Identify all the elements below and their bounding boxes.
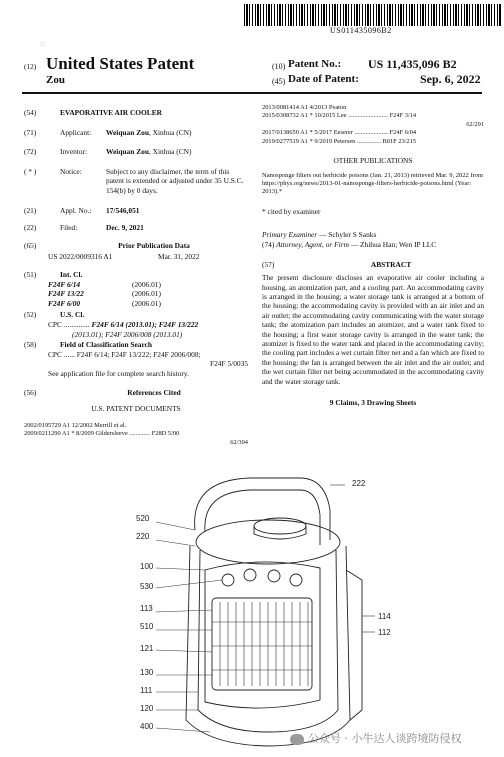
reference-entry: 2009/0211290 A1 * 8/2009 Gildersleeve ............. F28D 5/00 [24, 430, 180, 438]
refs-left [24, 422, 248, 448]
int-cl-version: (2006.01) [132, 289, 161, 299]
cpc-block: CPC .............. F24F 6/14 (2013.01); F24F 13/222 (2013.01); F24F 2006/008 (2013.01) [48, 319, 199, 339]
figure-label: 220 [136, 532, 150, 541]
figure-label: 111 [140, 686, 153, 695]
us-docs-heading: U.S. PATENT DOCUMENTS [91, 404, 181, 414]
figure-label: 400 [140, 722, 154, 731]
reference-entry: 62/291 [466, 120, 484, 128]
figure-label: 510 [140, 622, 154, 631]
patent-no: US 11,435,096 B2 [368, 57, 457, 71]
abstract-text: The present disclosure discloses an evaporative air cooler including a housing, an atomization part, and a cooling part. An accommodating cavity is arranged in the housing; a water storage tank is arranged at a bottom of the housing; the accommodating cavity is provided with an air inlet and an air outlet; the accommodating cavity communicating with the water storage tank; the atomization part includes an atomizer, and a water tank fixed to the housing; a first water storage cavity is arranged in the water tank; the atomizer is fixed to the water tank and placed in the accommodating cavity; the cooling part includes a wet curtain filter net and a fan which are fixed to the housing; the fan is arranged between the air inlet and the air outlet; and the wet curtain filter net being accommodated in the accommodating cavity and the water storage tank. [262, 273, 484, 386]
int-cl-row [48, 299, 248, 309]
cited-by-examiner: * cited by examiner [262, 206, 321, 216]
other-pub-heading: OTHER PUBLICATIONS [333, 156, 413, 166]
doc-title: United States Patent [46, 54, 195, 73]
footer-watermark: 公众号 · 小牛达人谈跨境防侵权 [290, 730, 462, 746]
int-cl-version: (2006.01) [132, 298, 161, 308]
field-57: (57) ABSTRACT [262, 259, 412, 269]
reference-entry: 2015/0308732 A1 * 10/2015 Lee ......................... F24F 3/14 [262, 112, 417, 120]
field-22: (22) Filed: Dec. 9, 2021 [24, 223, 144, 233]
inventor-surname: Zou [46, 74, 65, 86]
date-label: Date of Patent: [288, 73, 359, 85]
reference-entry: 2019/0277519 A1 * 9/2019 Petersen ............... B01F 23/215 [262, 137, 417, 145]
right-column [262, 104, 484, 408]
figure-label: 120 [140, 704, 154, 713]
kind-code-45: (45) [272, 77, 286, 86]
field-52: (52) U.S. Cl. [24, 310, 85, 320]
figure-label: 222 [352, 479, 366, 488]
patent-date: Sep. 6, 2022 [420, 72, 481, 86]
barcode [244, 4, 502, 26]
prior-pub: US 2022/0009316 A1 Mar. 31, 2022 [48, 252, 200, 262]
field-56: (56) References Cited [24, 388, 181, 398]
watermark-mark: ◇ [38, 39, 48, 49]
figure-label: 100 [140, 562, 154, 571]
figure-label: 520 [136, 514, 150, 523]
field-51: (51) Int. Cl. [24, 269, 83, 279]
int-cl-row [48, 289, 248, 299]
int-cl-code: F24F 6/00 [48, 298, 81, 308]
field-65: (65) Prior Publication Data [24, 240, 190, 250]
figure-label: 113 [140, 604, 153, 613]
reference-entry: 62/304 [230, 438, 248, 446]
int-cl-code: F24F 6/14 [48, 279, 81, 289]
left-column [24, 108, 248, 447]
field-72: (72) Inventor: Weiquan Zou, Xinhua (CN) [24, 147, 192, 157]
kind-code-12: (12) [24, 62, 37, 71]
handle-outline [195, 478, 330, 540]
figure-label: 112 [378, 628, 391, 637]
wechat-icon [290, 734, 304, 745]
field-58: (58) Field of Classification Search [24, 340, 153, 350]
invention-title: EVAPORATIVE AIR COOLER [60, 108, 162, 117]
field-54: (54) EVAPORATIVE AIR COOLER [24, 108, 162, 117]
barcode-number: US011435096B2 [330, 26, 392, 35]
reference-entry: 2013/0081414 A1 4/2013 Peaton [262, 104, 347, 111]
attorney: (74) Attorney, Agent, or Firm — Zhihua Han; Wen IP LLC [262, 240, 437, 250]
int-cl-list [24, 280, 248, 309]
refs-right [262, 104, 484, 146]
int-cl-version: (2006.01) [132, 279, 161, 289]
figure-label: 121 [140, 644, 154, 653]
int-cl-row [48, 280, 248, 290]
int-cl-code: F24F 13/22 [48, 289, 84, 299]
field-notice: ( * ) Notice: Subject to any disclaimer, the term of this patent is extended or adjusted under 35 U.S.C. 154(b) by 0 days. [24, 166, 244, 195]
field-search-block: CPC ...... F24F 6/14; F24F 13/222; F24F 2006/008; F24F 5/0035 See application file for complete search history. [48, 349, 248, 378]
field-71: (71) Applicant: Weiquan Zou, Xinhua (CN) [24, 127, 192, 137]
patent-no-label: Patent No.: [288, 58, 342, 70]
kind-code-10: (10) [272, 62, 286, 71]
other-pub-text: Nanosponge filters out herbicide poisons (Jan. 21, 2013) retrieved Mar. 9, 2022 from https://phys.org/news/2013-01-nanosponge-filters-herbicide-poisons.html (Year: 2013).* [262, 171, 483, 196]
figure-label: 114 [378, 612, 391, 621]
header-rule [22, 92, 482, 94]
claims-sheets: 9 Claims, 3 Drawing Sheets [329, 398, 417, 408]
primary-examiner: Primary Examiner — Schyler S Sanks [262, 230, 377, 240]
patent-figure [150, 470, 380, 755]
figure-label: 130 [140, 668, 154, 677]
field-21: (21) Appl. No.: 17/546,051 [24, 205, 140, 215]
figure-label: 530 [140, 582, 154, 591]
reference-entry: 2017/0138650 A1 * 5/2017 Eeserer ..................... F24F 6/04 [262, 129, 417, 137]
reference-entry: 2002/0195729 A1 12/2002 Merrill et al. [24, 421, 127, 429]
